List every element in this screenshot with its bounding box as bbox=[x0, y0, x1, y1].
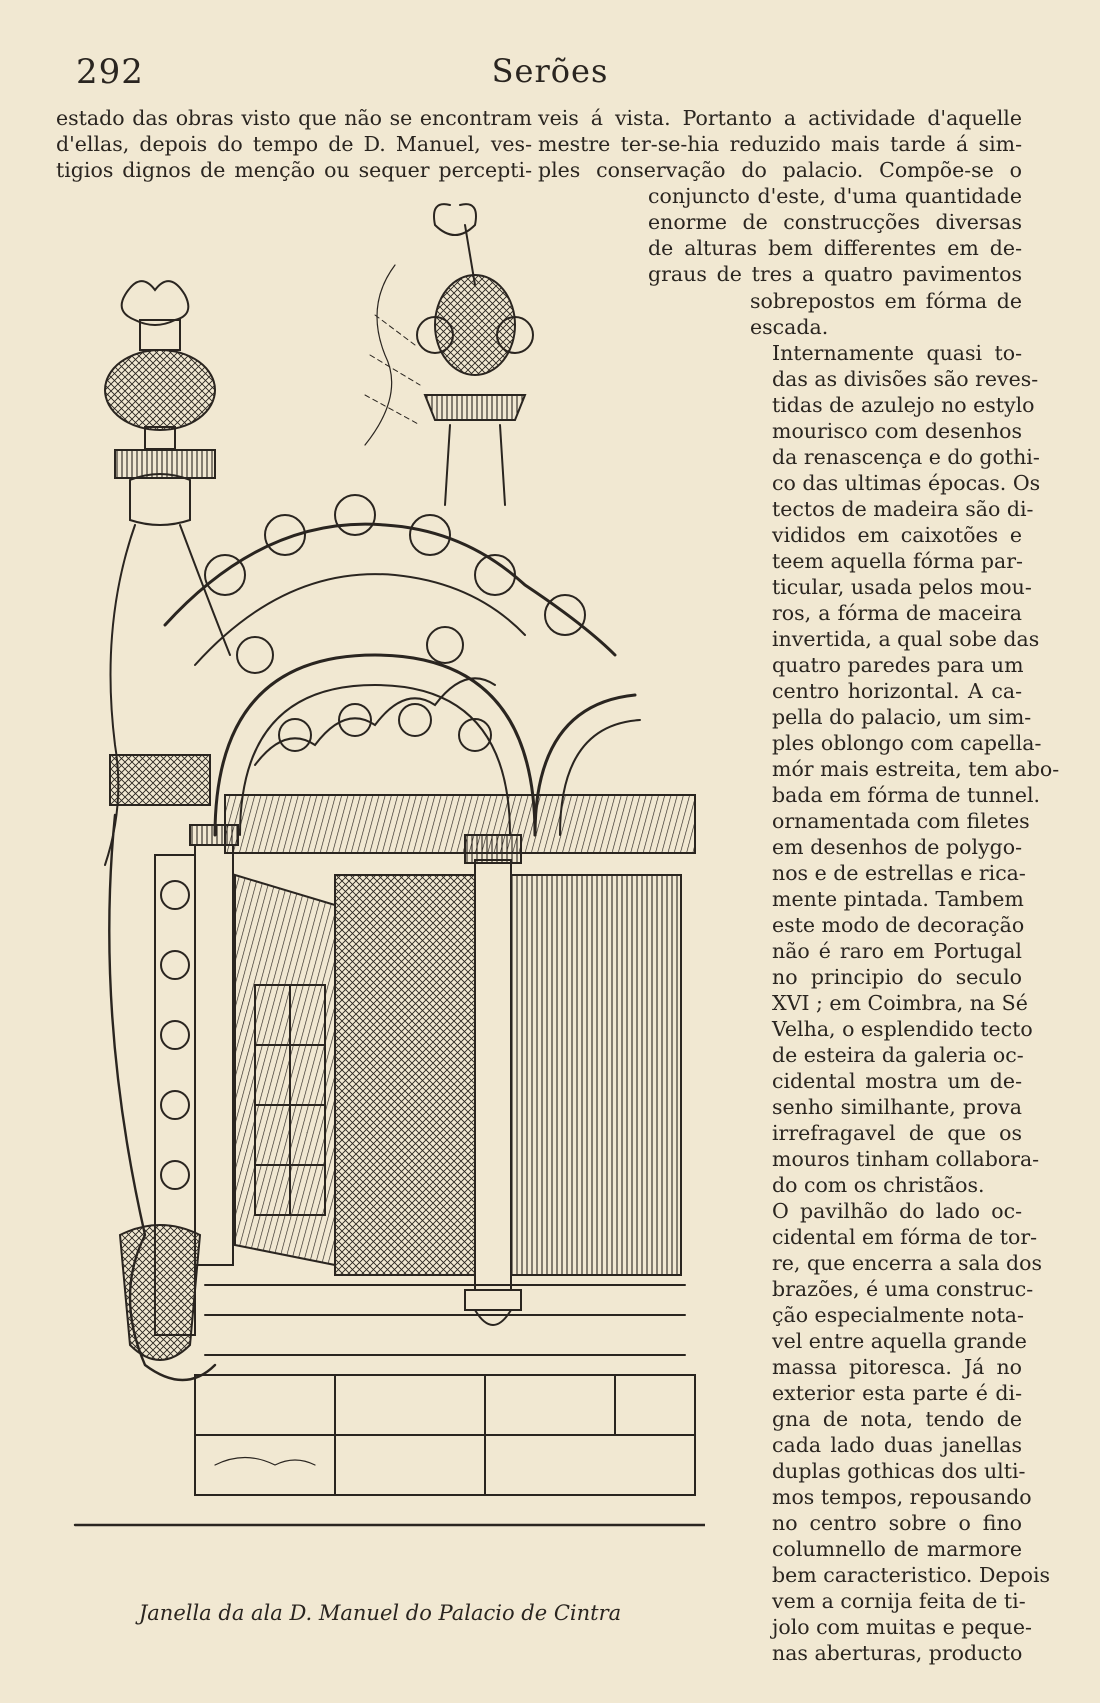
text-line: tigios dignos de menção ou sequer percepti- bbox=[56, 158, 532, 182]
text-line: cada lado duas janellas bbox=[772, 1433, 1022, 1457]
text-line: ples oblongo com capella- bbox=[772, 731, 1042, 755]
left-column bbox=[109, 755, 238, 1380]
text-line: no centro sobre o fino bbox=[772, 1511, 1022, 1535]
text-line: ples conservação do palacio. Compõe-se o bbox=[538, 158, 1022, 182]
illustration-caption: Janella da ala D. Manuel do Palacio de Cintra bbox=[138, 1601, 622, 1625]
text-line: de esteira da galeria oc- bbox=[772, 1043, 1024, 1067]
text-line: brazões, é uma construc- bbox=[772, 1277, 1034, 1301]
text-line: quatro paredes para um bbox=[772, 653, 1024, 677]
ornate-arch bbox=[165, 495, 615, 673]
text-line: mourisco com desenhos bbox=[772, 419, 1022, 443]
text-line: mos tempos, repousando bbox=[772, 1485, 1032, 1509]
text-line: nas aberturas, producto bbox=[772, 1641, 1023, 1665]
text-line: XVI ; em Coimbra, na Sé bbox=[772, 991, 1028, 1015]
text-line: ornamentada com filetes bbox=[772, 809, 1030, 833]
text-line: O pavilhão do lado oc- bbox=[772, 1199, 1022, 1223]
text-line: irrefragavel de que os bbox=[772, 1121, 1022, 1145]
window-opening bbox=[235, 875, 681, 1275]
text-line: este modo de decoração bbox=[772, 913, 1025, 937]
running-title: Serões bbox=[491, 52, 609, 90]
text-line: mente pintada. Tambem bbox=[772, 887, 1024, 911]
text-line: bem caracteristico. Depois bbox=[772, 1563, 1051, 1587]
text-line: das as divisões são reves- bbox=[772, 367, 1039, 391]
text-line: columnello de marmore bbox=[772, 1537, 1022, 1561]
text-line: tidas de azulejo no estylo bbox=[772, 393, 1035, 417]
text-line: do com os christãos. bbox=[772, 1173, 985, 1197]
page-number: 292 bbox=[76, 52, 144, 92]
text-line: mestre ter-se-hia reduzido mais tarde á sim- bbox=[538, 132, 1022, 156]
wrap-text-b bbox=[750, 288, 1022, 340]
text-line: escada. bbox=[750, 315, 829, 339]
text-line: co das ultimas épocas. Os bbox=[772, 471, 1041, 495]
window-engraving bbox=[55, 195, 705, 1570]
text-line: nos e de estrellas e rica- bbox=[772, 861, 1026, 885]
text-line: duplas gothicas dos ulti- bbox=[772, 1459, 1026, 1483]
text-line: vel entre aquella grande bbox=[772, 1329, 1027, 1353]
text-line: Velha, o esplendido tecto bbox=[772, 1017, 1033, 1041]
text-line: re, que encerra a sala dos bbox=[772, 1251, 1042, 1275]
text-line: de alturas bem differentes em de- bbox=[648, 236, 1022, 260]
text-line: centro horizontal. A ca- bbox=[772, 679, 1022, 703]
text-line: mouros tinham collabora- bbox=[772, 1147, 1040, 1171]
narrow-column-text bbox=[750, 340, 1060, 1666]
text-line: cidental mostra um de- bbox=[772, 1069, 1022, 1093]
text-line: ção especialmente nota- bbox=[772, 1303, 1024, 1327]
text-line: vididos em caixotões e bbox=[772, 523, 1022, 547]
text-line: bada em fórma de tunnel. bbox=[772, 783, 1041, 807]
text-line: estado das obras visto que não se encontram bbox=[56, 106, 532, 130]
lintel bbox=[225, 795, 695, 853]
text-line: vem a cornija feita de ti- bbox=[772, 1589, 1026, 1613]
right-pinnacle bbox=[365, 204, 533, 505]
text-line: não é raro em Portugal bbox=[772, 939, 1022, 963]
left-column-text bbox=[56, 105, 532, 183]
text-line: sobrepostos em fórma de bbox=[750, 289, 1022, 313]
text-line: massa pitoresca. Já no bbox=[772, 1355, 1022, 1379]
paragraph-pavilion bbox=[750, 1198, 1051, 1666]
text-line: exterior esta parte é di- bbox=[772, 1381, 1022, 1405]
text-line: mór mais estreita, tem abo- bbox=[772, 757, 1060, 781]
text-line: cidental em fórma de tor- bbox=[772, 1225, 1038, 1249]
text-line: tectos de madeira são di- bbox=[772, 497, 1034, 521]
text-line: no principio do seculo bbox=[772, 965, 1022, 989]
text-line: conjuncto d'este, d'uma quantidade bbox=[648, 184, 1022, 208]
text-line: ros, a fórma de maceira bbox=[772, 601, 1022, 625]
text-line: ticular, usada pelos mou- bbox=[772, 575, 1032, 599]
text-line: gna de nota, tendo de bbox=[772, 1407, 1022, 1431]
text-line: graus de tres a quatro pavimentos bbox=[648, 262, 1022, 286]
text-line: veis á vista. Portanto a actividade d'aquelle bbox=[538, 106, 1022, 130]
right-column-top-text bbox=[538, 105, 1022, 183]
text-line: Internamente quasi to- bbox=[772, 341, 1022, 365]
text-line: pella do palacio, um sim- bbox=[772, 705, 1032, 729]
paragraph-interior bbox=[750, 340, 1060, 1198]
text-line: d'ellas, depois do tempo de D. Manuel, ves- bbox=[56, 132, 532, 156]
text-line: jolo com muitas e peque- bbox=[772, 1615, 1032, 1639]
text-line: senho similhante, prova bbox=[772, 1095, 1022, 1119]
text-line: teem aquella fórma par- bbox=[772, 549, 1023, 573]
text-line: enorme de construcções diversas bbox=[648, 210, 1022, 234]
text-line: invertida, a qual sobe das bbox=[772, 627, 1040, 651]
text-line: em desenhos de polygo- bbox=[772, 835, 1022, 859]
text-line: da renascença e do gothi- bbox=[772, 445, 1040, 469]
